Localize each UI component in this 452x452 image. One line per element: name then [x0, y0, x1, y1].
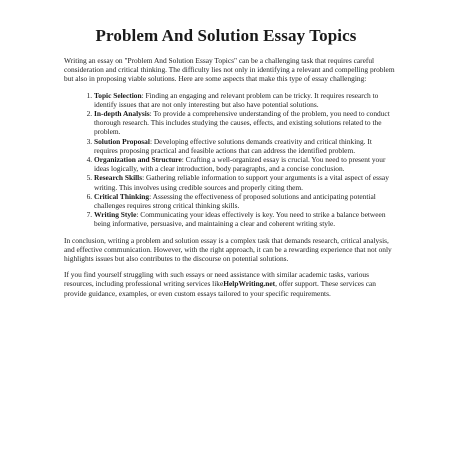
list-item-term: Research Skills [94, 173, 143, 183]
list-item-text: : Finding an engaging and relevant problem can be tricky. It requires research to identify issues that are not only interesting but also have potential solutions. [94, 90, 379, 109]
list-item [94, 137, 396, 155]
list-item-term: Solution Proposal [94, 136, 150, 146]
list-item [94, 173, 396, 191]
list-item-term: Writing Style [94, 210, 137, 220]
closing-text-after: , offer support. These services can provide guidance, examples, or even custom essays tailored to your specific requirements. [64, 279, 376, 298]
list-item-term: Critical Thinking [94, 191, 150, 201]
closing-text-before: If you find yourself struggling with such essays or need assistance with similar academic tasks, various resources, including professional writing services like [64, 270, 370, 289]
conclusion-paragraph: In conclusion, writing a problem and solution essay is a complex task that demands research, critical analysis, and effective communication. However, with the right approach, it can be a rewarding experience that not only highlights issues but also contributes to the discourse on potential solutions. [64, 235, 392, 264]
list-item-text: : Communicating your ideas effectively is key. You need to strike a balance between being informative, persuasive, and maintaining a clear and coherent writing style. [94, 210, 386, 229]
list-item-text: : Assessing the effectiveness of proposed solutions and anticipating potential challenges requires strong critical thinking skills. [94, 191, 376, 211]
list-item [94, 192, 396, 210]
list-item [94, 155, 396, 173]
intro-paragraph: Writing an essay on "Problem And Solution Essay Topics" can be a challenging task that requires careful consideration and critical thinking. The difficulty lies not only in identifying a relevant and compelling problem but also in proposing viable solutions. Here are some aspects that make this type of essay challenging: [64, 56, 395, 84]
list-item-text: : Crafting a well-organized essay is crucial. You need to present your ideas logically, with a clear introduction, body paragraphs, and a concise conclusion. [94, 155, 386, 174]
list-item-text: : Developing effective solutions demands creativity and critical thinking. It requires proposing practical and feasible actions that can address the identified problem. [94, 136, 372, 155]
list-item [94, 109, 396, 137]
document-body [64, 56, 396, 305]
helpwriting-link[interactable]: HelpWriting.net [223, 279, 276, 289]
list-item-text: : To provide a comprehensive understanding of the problem, you need to conduct thorough research. This includes studying the causes, effects, and existing solutions related to the problem. [94, 109, 390, 137]
list-item-term: Topic Selection [94, 90, 142, 100]
aspects-list [64, 91, 396, 229]
list-item [94, 91, 396, 109]
list-item-term: Organization and Structure [94, 155, 182, 165]
closing-paragraph [64, 270, 396, 298]
list-item-term: In-depth Analysis [94, 109, 150, 119]
list-item [94, 210, 396, 228]
list-item-text: : Gathering reliable information to support your arguments is a vital aspect of essay writing. This involves using credible sources and properly citing them. [94, 173, 389, 192]
document-title: Problem And Solution Essay Topics [95, 26, 357, 45]
